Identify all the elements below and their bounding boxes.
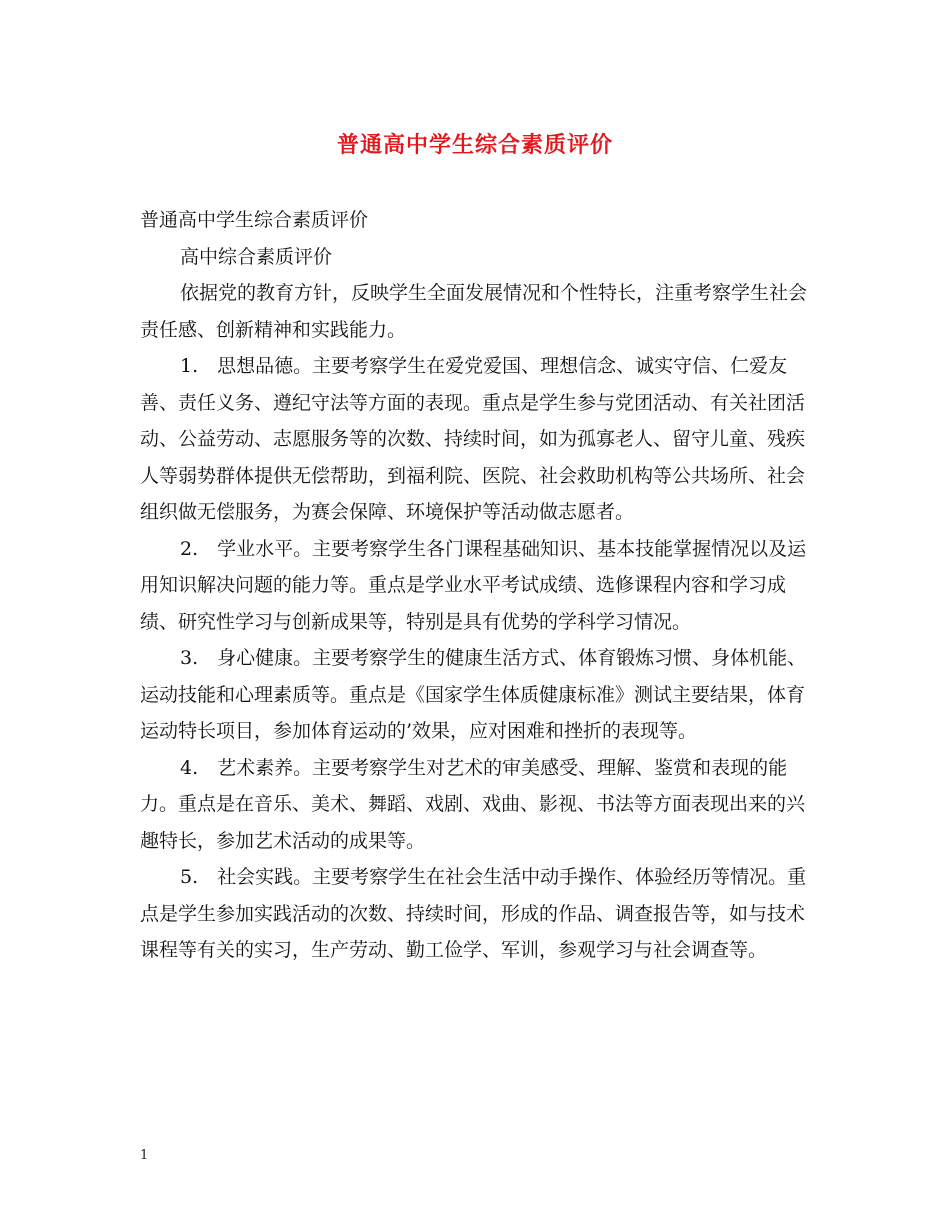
subheading: 高中综合素质评价	[180, 245, 333, 268]
section-academic: 2. 学业水平。主要考察学生各门课程基础知识、基本技能掌握情况以及运用知识解决问题的能力等。重点是学业水平考试成绩、选修课程内容和学习成绩、研究性学习与创新成果等，特别是具有优势的学科学习情况。	[140, 537, 807, 633]
intro-paragraph: 依据党的教育方针，反映学生全面发展情况和个性特长，注重考察学生社会责任感、创新精神和实践能力。	[140, 282, 808, 341]
heading-line: 普通高中学生综合素质评价	[140, 209, 369, 231]
section-moral: 1. 思想品德。主要考察学生在爱党爱国、理想信念、诚实守信、仁爱友善、责任义务、遵纪守法等方面的表现。重点是学生参与党团活动、有关社团活动、公益劳动、志愿服务等的次数、持续时间，如为孤寡老人、留守儿童、残疾人等弱势群体提供无偿帮助，到福利院、医院、社会救助机构等公共场所、社会组织做无偿服务，为赛会保障、环境保护等活动做志愿者。	[140, 355, 806, 523]
section-practice: 5. 社会实践。主要考察学生在社会生活中动手操作、体验经历等情况。重点是学生参加实践活动的次数、持续时间，形成的作品、调查报告等，如与技术课程等有关的实习，生产劳动、勤工俭学、军训，参观学习与社会调查等。	[140, 866, 807, 961]
section-health: 3. 身心健康。主要考察学生的健康生活方式、体育锻炼习惯、身体机能、运动技能和心理素质等。重点是《国家学生体质健康标准》测试主要结果，体育运动特长项目，参加体育运动的’效果，应对困难和挫折的表现等。	[140, 647, 807, 742]
document-body	[140, 202, 820, 969]
page-number: 1	[140, 1148, 149, 1163]
document-title: 普通高中学生综合素质评价	[336, 132, 613, 158]
section-art: 4. 艺术素养。主要考察学生对艺术的审美感受、理解、鉴赏和表现的能力。重点是在音乐、美术、舞蹈、戏剧、戏曲、影视、书法等方面表现出来的兴趣特长，参加艺术活动的成果等。	[140, 756, 806, 852]
